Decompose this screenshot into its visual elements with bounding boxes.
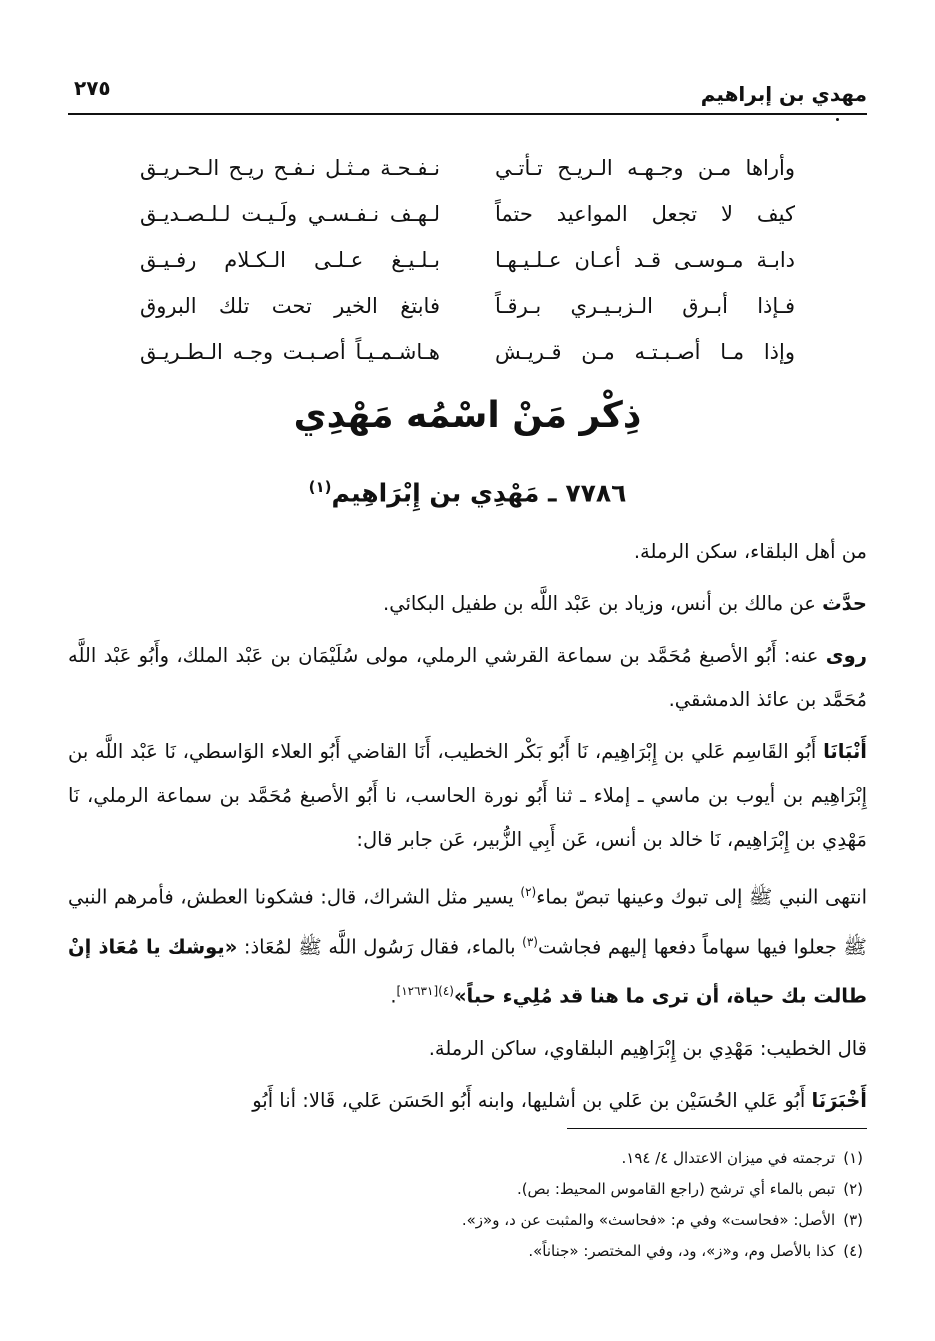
entry-title-text: ٧٧٨٦ ـ مَهْدِي بن إِبْرَاهِيم	[331, 478, 627, 508]
footnote-text: الأصل: «فحاست» وفي م: «فحاسث» والمثبت عن د، و«ز».	[461, 1211, 836, 1229]
paragraph	[68, 1027, 867, 1071]
verse-right-hemistich: كيف لا تجعل المواعيد حتماً	[495, 202, 795, 226]
header-dot	[836, 118, 839, 121]
hadith-quote: «يوشك يا مُعَاذ إنْ طالت بك حياة، أن ترى ما هنا قد مُلِيء حباً»	[68, 935, 867, 1008]
footnote-number: (١)	[843, 1149, 863, 1167]
footnote-rule	[567, 1128, 867, 1129]
paragraph	[68, 1079, 867, 1123]
verse-left-hemistich: فابتغ الخير تحت تلك البروق	[140, 294, 440, 318]
running-title: مهدي بن إبراهيم	[700, 82, 867, 106]
verse-right-hemistich: دابـة مـوسـى قـد أعـان عـلـيـهـا	[495, 248, 795, 272]
verse	[140, 329, 795, 375]
running-head	[68, 72, 867, 112]
header-rule	[68, 113, 867, 115]
body-text	[68, 530, 867, 1131]
paragraph	[68, 530, 867, 574]
verse	[140, 145, 795, 191]
verse-right-hemistich: فـإذا أبـرق الـزبـيـري بـرقـاً	[495, 294, 795, 318]
page-number: ٢٧٥	[74, 76, 111, 100]
footnote-number: (٤)	[843, 1242, 863, 1260]
footnotes	[68, 1143, 863, 1267]
footnote-ref: (٢)	[520, 885, 537, 899]
footnote	[68, 1143, 863, 1174]
section-title: ذِكْر مَنْ اسْمُه مَهْدِي	[293, 395, 642, 436]
paragraph	[68, 582, 867, 626]
paragraph-text: قال الخطيب: مَهْدِي بن إِبْرَاهِيم البلقاوي، ساكن الرملة.	[428, 1036, 867, 1060]
paragraph-text: عن مالك بن أنس، وزياد بن عَبْد اللَّه بن طفيل البكائي.	[383, 592, 816, 615]
verse-left-hemistich: هـاشـمـيـاً أصـبـت وجـه الـطـريـق	[140, 340, 440, 364]
paragraph-text: أَبُو عَلي الحُسَيْن بن عَلي بن أشليها، وابنه أَبُو الحَسَن عَلي، قَالا: أنا أَبُو	[252, 1088, 806, 1112]
verse	[140, 237, 795, 283]
verse-left-hemistich: نـفـحـة مـثـل نـفـح ريـح الـحـريـق	[140, 156, 440, 180]
paragraph-text: انتهى النبي ﷺ إلى تبوك وعينها تبصّ بماء	[536, 885, 867, 909]
verse-left-hemistich: لـهـف نـفـسـي ولَـيـت لـلـصـديـق	[140, 202, 440, 226]
footnote	[68, 1236, 863, 1267]
verse-right-hemistich: وإذا مـا أصـبـتـه مـن قـريـش	[495, 340, 795, 364]
footnote-ref: (٤)[١٢٦٣١]	[396, 984, 454, 998]
footnote-number: (٣)	[843, 1211, 863, 1229]
verse-left-hemistich: بـلـيـغ عـلـى الـكـلام رفـيـق	[140, 248, 440, 272]
verse	[140, 191, 795, 237]
paragraph	[68, 730, 867, 862]
footnote	[68, 1205, 863, 1236]
paragraph	[68, 634, 867, 722]
paragraph-text: يسير مثل الشراك، قال: فشكونا العطش، فأمرهم النبي ﷺ جعلوا فيها سهاماً دفعها إليهم فجاشت	[68, 885, 867, 958]
verse-right-hemistich: وأراها مـن وجـهـه الـريـح تـأتـي	[495, 156, 795, 180]
paragraph-text: عنه: أَبُو الأصبغ مُحَمَّد بن سماعة القرشي الرملي، مولى سُلَيْمَان بن عَبْد الملك، وأَبُو عَبْد اللَّه مُحَمَّد بن عائذ الدمشقي.	[68, 644, 867, 711]
footnote-text: تبص بالماء أي ترشح (راجع القاموس المحيط: بص).	[516, 1180, 836, 1198]
poem	[140, 145, 795, 375]
verse	[140, 283, 795, 329]
footnote-text: كذا بالأصل وم، و«ز»، ود، وفي المختصر: «جناناً».	[528, 1242, 836, 1260]
footnote-ref: (٣)	[522, 934, 538, 949]
paragraph: انتهى النبي ﷺ إلى تبوك وعينها تبصّ بماء$^{(٢)}$ يسير مثل الشراك، قال: فشكونا العطش، فأمرهم النبي ﷺ جعلوا فيها سهاماً دفعها إليهم فجاشت$^{(٣)}$ بالماء، فقال رَسُول اللَّه ﷺ لمُعَاذ: «يوشك يا مُعَاذ إنْ طالت بك حياة، أن ترى ما هنا قد مُلِيء حباً»$^{(٤)[١٢٦٣١]}$.	[68, 885, 867, 1008]
paragraph-text: بالماء، فقال رَسُول اللَّه ﷺ لمُعَاذ:	[243, 935, 516, 958]
paragraph-text: أَبُو القَاسِم عَلي بن إِبْرَاهِيم، نَا أَبُو بَكْر الخطيب، أَنَا القاضي أَبُو العلاء الوَاسطي، نَا عَبْد اللَّه بن إِبْرَاهِيم بن أيوب بن ماسي ـ إملاء ـ ثنا أَبُو نورة الحاسب، نا أَبُو الأصبغ مُحَمَّد بن سماعة الرملي، نَا مَهْدِي بن إِبْرَاهِيم، نَا خالد بن أنس، عَن أَبِي الزُّبير، عَن جابر قال:	[68, 740, 867, 851]
entry-title	[0, 478, 935, 507]
paragraph-text: من أهل البلقاء، سكن الرملة.	[633, 540, 867, 563]
paragraph-lead: حدَّث	[822, 592, 867, 615]
footnote	[68, 1174, 863, 1205]
footnote-number: (٢)	[843, 1180, 863, 1198]
entry-footnote-ref: (١)	[308, 478, 332, 496]
footnote-text: ترجمته في ميزان الاعتدال ٤/ ١٩٤.	[621, 1149, 836, 1167]
paragraph-lead: أَنْبَانَا	[823, 740, 867, 763]
paragraph-lead: روى	[825, 644, 867, 667]
paragraph-lead: أَخْبَرَنَا	[811, 1088, 867, 1112]
